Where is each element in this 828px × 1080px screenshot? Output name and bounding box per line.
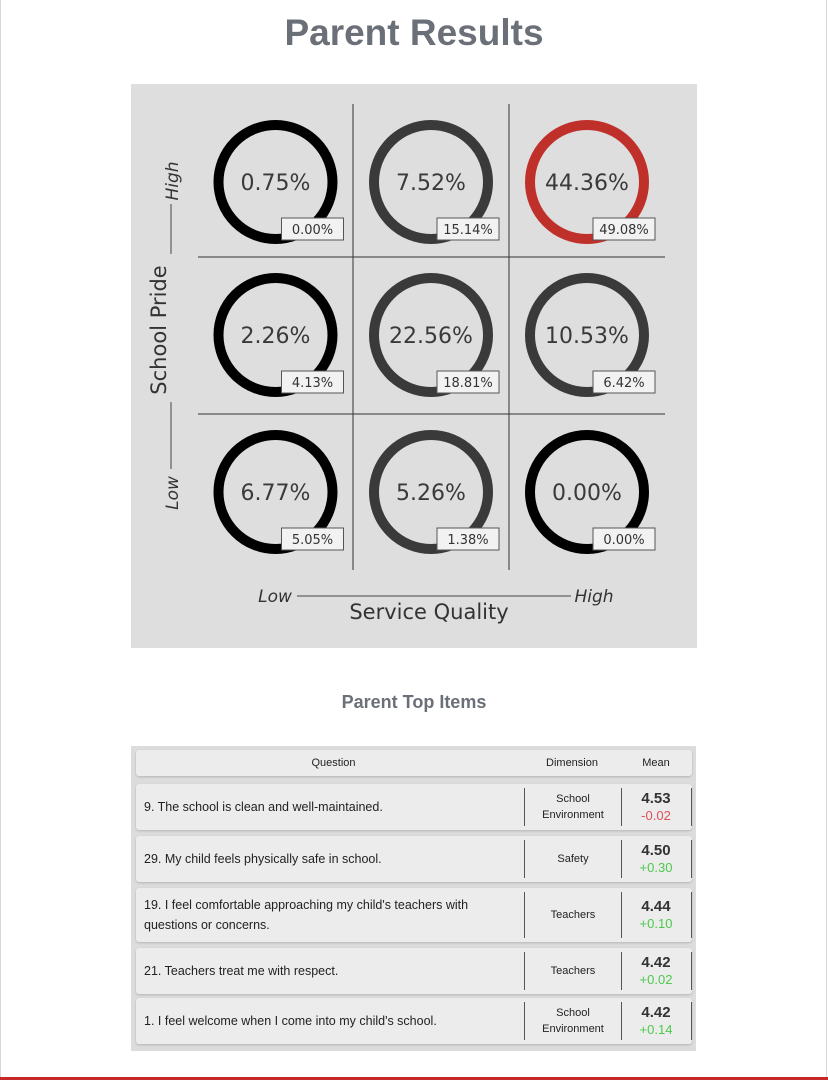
cell-badge-8: 1.38%	[447, 533, 489, 548]
cell-badge-6: 6.42%	[603, 376, 645, 391]
cell-value-4: 2.26%	[240, 324, 311, 349]
cell-badge-9: 0.00%	[603, 533, 645, 548]
row-question: 21. Teachers treat me with respect.	[144, 964, 339, 978]
row-mean-change: -0.02	[641, 808, 671, 823]
row-dimension: Teachers	[524, 952, 622, 990]
row-mean-value: 4.42	[641, 954, 671, 971]
table-row	[136, 948, 692, 994]
cell-badge-7: 5.05%	[291, 533, 334, 548]
row-mean-value: 4.44	[641, 898, 671, 915]
row-mean-change: +0.02	[639, 972, 673, 987]
cell-value-2: 7.52%	[396, 171, 466, 196]
y-axis-low-label: Low	[163, 476, 183, 510]
row-mean-change: +0.10	[639, 916, 673, 931]
row-question: 1. I feel welcome when I come into my child's school.	[144, 1014, 437, 1028]
row-mean-value: 4.42	[641, 1004, 671, 1021]
row-question: 29. My child feels physically safe in school.	[144, 852, 382, 866]
row-dimension: School Environment	[524, 788, 622, 826]
row-question: 19. I feel comfortable approaching my child's teachers with questions or concerns.	[144, 898, 469, 932]
matrix-graphic	[131, 84, 697, 648]
cell-value-7: 6.77%	[240, 481, 311, 506]
y-axis-high-label: High	[163, 161, 183, 201]
cell-badge-3: 49.08%	[599, 223, 649, 238]
row-dimension: Safety	[524, 840, 622, 878]
header-dimension: Dimension	[546, 757, 598, 769]
row-dimension: School Environment	[524, 1002, 622, 1040]
header-question: Question	[311, 757, 356, 769]
table-row	[136, 836, 692, 882]
x-axis-title: Service Quality	[349, 600, 509, 624]
pride-quality-matrix	[131, 84, 697, 648]
top-items-title: Parent Top Items	[341, 692, 487, 712]
table-header	[136, 750, 692, 776]
cell-value-9: 0.00%	[552, 481, 622, 506]
cell-badge-5: 18.81%	[443, 376, 493, 391]
row-mean-cell	[621, 892, 692, 938]
top-items-table	[131, 746, 696, 1051]
table-row	[136, 888, 692, 942]
page-title: Parent Results	[284, 12, 544, 53]
header-mean: Mean	[642, 757, 670, 769]
cell-value-3: 44.36%	[545, 171, 629, 196]
row-mean-cell	[621, 840, 692, 878]
table-row	[136, 784, 692, 830]
cell-value-5: 22.56%	[389, 324, 473, 349]
row-mean-change: +0.30	[639, 860, 673, 875]
row-mean-value: 4.50	[641, 842, 671, 859]
cell-badge-4: 4.13%	[291, 376, 334, 391]
cell-badge-2: 15.14%	[443, 223, 493, 238]
cell-value-1: 0.75%	[240, 171, 311, 196]
x-axis-high-label: High	[574, 587, 614, 607]
table-row	[136, 998, 692, 1044]
row-mean-change: +0.14	[639, 1022, 673, 1037]
row-question: 9. The school is clean and well-maintained.	[144, 800, 383, 814]
cell-value-8: 5.26%	[396, 481, 466, 506]
page-border-right	[826, 0, 827, 1080]
page-border-left	[0, 0, 1, 1080]
cell-value-6: 10.53%	[545, 324, 629, 349]
y-axis-title: School Pride	[147, 265, 171, 395]
x-axis-low-label: Low	[258, 587, 292, 607]
cell-badge-1: 0.00%	[291, 223, 334, 238]
row-mean-cell	[621, 1002, 692, 1040]
row-mean-cell	[621, 788, 692, 826]
row-mean-cell	[621, 952, 692, 990]
row-mean-value: 4.53	[641, 790, 671, 807]
row-dimension: Teachers	[524, 892, 622, 938]
